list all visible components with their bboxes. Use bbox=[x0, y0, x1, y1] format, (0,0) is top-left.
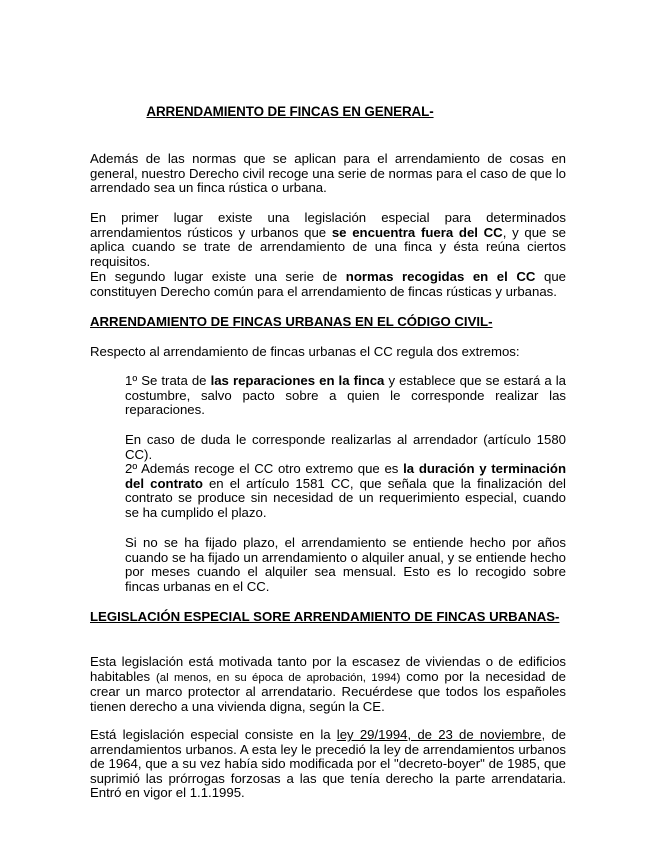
bold-phrase: se encuentra fuera del CC bbox=[331, 224, 503, 240]
paragraph-two-extremes bbox=[90, 345, 566, 360]
bold-phrase: la duración y terminación del contrato bbox=[125, 461, 566, 491]
paragraph-text: Además de las normas que se aplican para el arrendamiento de cosas en general, nuestro Derecho civil recoge una serie de normas para el caso de que lo arrendado sea un finca rústica o urbana. bbox=[90, 151, 566, 196]
bold-phrase: normas recogidas en el CC bbox=[345, 269, 536, 284]
paragraph-text: Respecto al arrendamiento de fincas urbanas el CC regula dos extremos: bbox=[90, 344, 520, 359]
paragraph-text: como por la necesidad de crear un marco protector al arrendatario. Recuérdese que todos los españoles tienen derecho a una vivienda digna, según la CE. bbox=[90, 668, 566, 714]
paragraph-text: 1º Se trata de bbox=[125, 373, 211, 388]
page-title: ARRENDAMIENTO DE FINCAS EN GENERAL- bbox=[146, 104, 434, 119]
paragraph-text: Si no se ha fijado plazo, el arrendamiento se entiende hecho por años cuando se ha fijado un arrendamiento o alquiler anual, y se entiende hecho por meses cuando el alquiler sea mensual. Esto es lo recogido sobre fincas urbanas en el CC. bbox=[125, 535, 566, 594]
paragraph-text: en el artículo 1581 CC, que señala que la finalización del contrato se produce sin necesidad de un requerimiento especial, cuando se ha cumplido el plazo. bbox=[125, 475, 566, 520]
paragraph-special-legislation bbox=[90, 211, 566, 269]
paragraph-text: Esta legislación está motivada tanto por la escasez de viviendas o de edificios habitables bbox=[90, 654, 566, 684]
paragraph-text: 2º Además recoge el CC otro extremo que es bbox=[125, 461, 404, 476]
paragraph-text: que constituyen Derecho común para el arrendamiento de fincas rústicas y urbanas. bbox=[90, 269, 567, 299]
law-reference: ley 29/1994, de 23 de noviembre bbox=[336, 727, 542, 742]
paragraph-text: En caso de duda le corresponde realizarlas al arrendador (artículo 1580 CC). bbox=[125, 432, 566, 462]
paragraph-text: , y que se aplica cuando se trate de arrendamiento de una finca y ésta reúna ciertos requisitos. bbox=[90, 224, 567, 269]
paragraph-text: y establece que se estará a la costumbre, salvo pacto sobre a quien le corresponde realizar las reparaciones. bbox=[125, 373, 566, 418]
paragraph-common-law bbox=[90, 270, 566, 299]
item-doubt bbox=[125, 433, 566, 462]
paragraph-intro bbox=[90, 152, 566, 196]
section-heading-special-legislation: LEGISLACIÓN ESPECIAL SORE ARRENDAMIENTO DE FINCAS URBANAS- bbox=[90, 609, 560, 624]
item-duration bbox=[125, 462, 566, 520]
paragraph-text: Está legislación especial consiste en la bbox=[90, 727, 337, 742]
item-no-term bbox=[125, 536, 566, 594]
paragraph-law-29-1994 bbox=[90, 728, 566, 801]
paragraph-text: , de arrendamientos urbanos. A esta ley le precedió la ley de arrendamientos urbanos de 1964, que a su vez había sido modificada por el "decreto-boyer" de 1985, que suprimió las prórrogas forzosas a las que tenía derecho la parte arrendataria. Entró en vigor el 1.1.1995. bbox=[90, 727, 567, 801]
section-heading-civil-code: ARRENDAMIENTO DE FINCAS URBANAS EN EL CÓDIGO CIVIL- bbox=[90, 314, 493, 329]
parenthetical-note: (al menos, en su época de aprobación, 1994) bbox=[155, 671, 401, 684]
paragraph-text: En segundo lugar existe una serie de bbox=[90, 269, 346, 284]
item-repairs bbox=[125, 374, 566, 418]
paragraph-text: En primer lugar existe una legislación especial para determinados arrendamientos rústicos y urbanos que bbox=[90, 210, 566, 240]
bold-phrase: las reparaciones en la finca bbox=[210, 373, 385, 388]
paragraph-motivation bbox=[90, 655, 566, 714]
